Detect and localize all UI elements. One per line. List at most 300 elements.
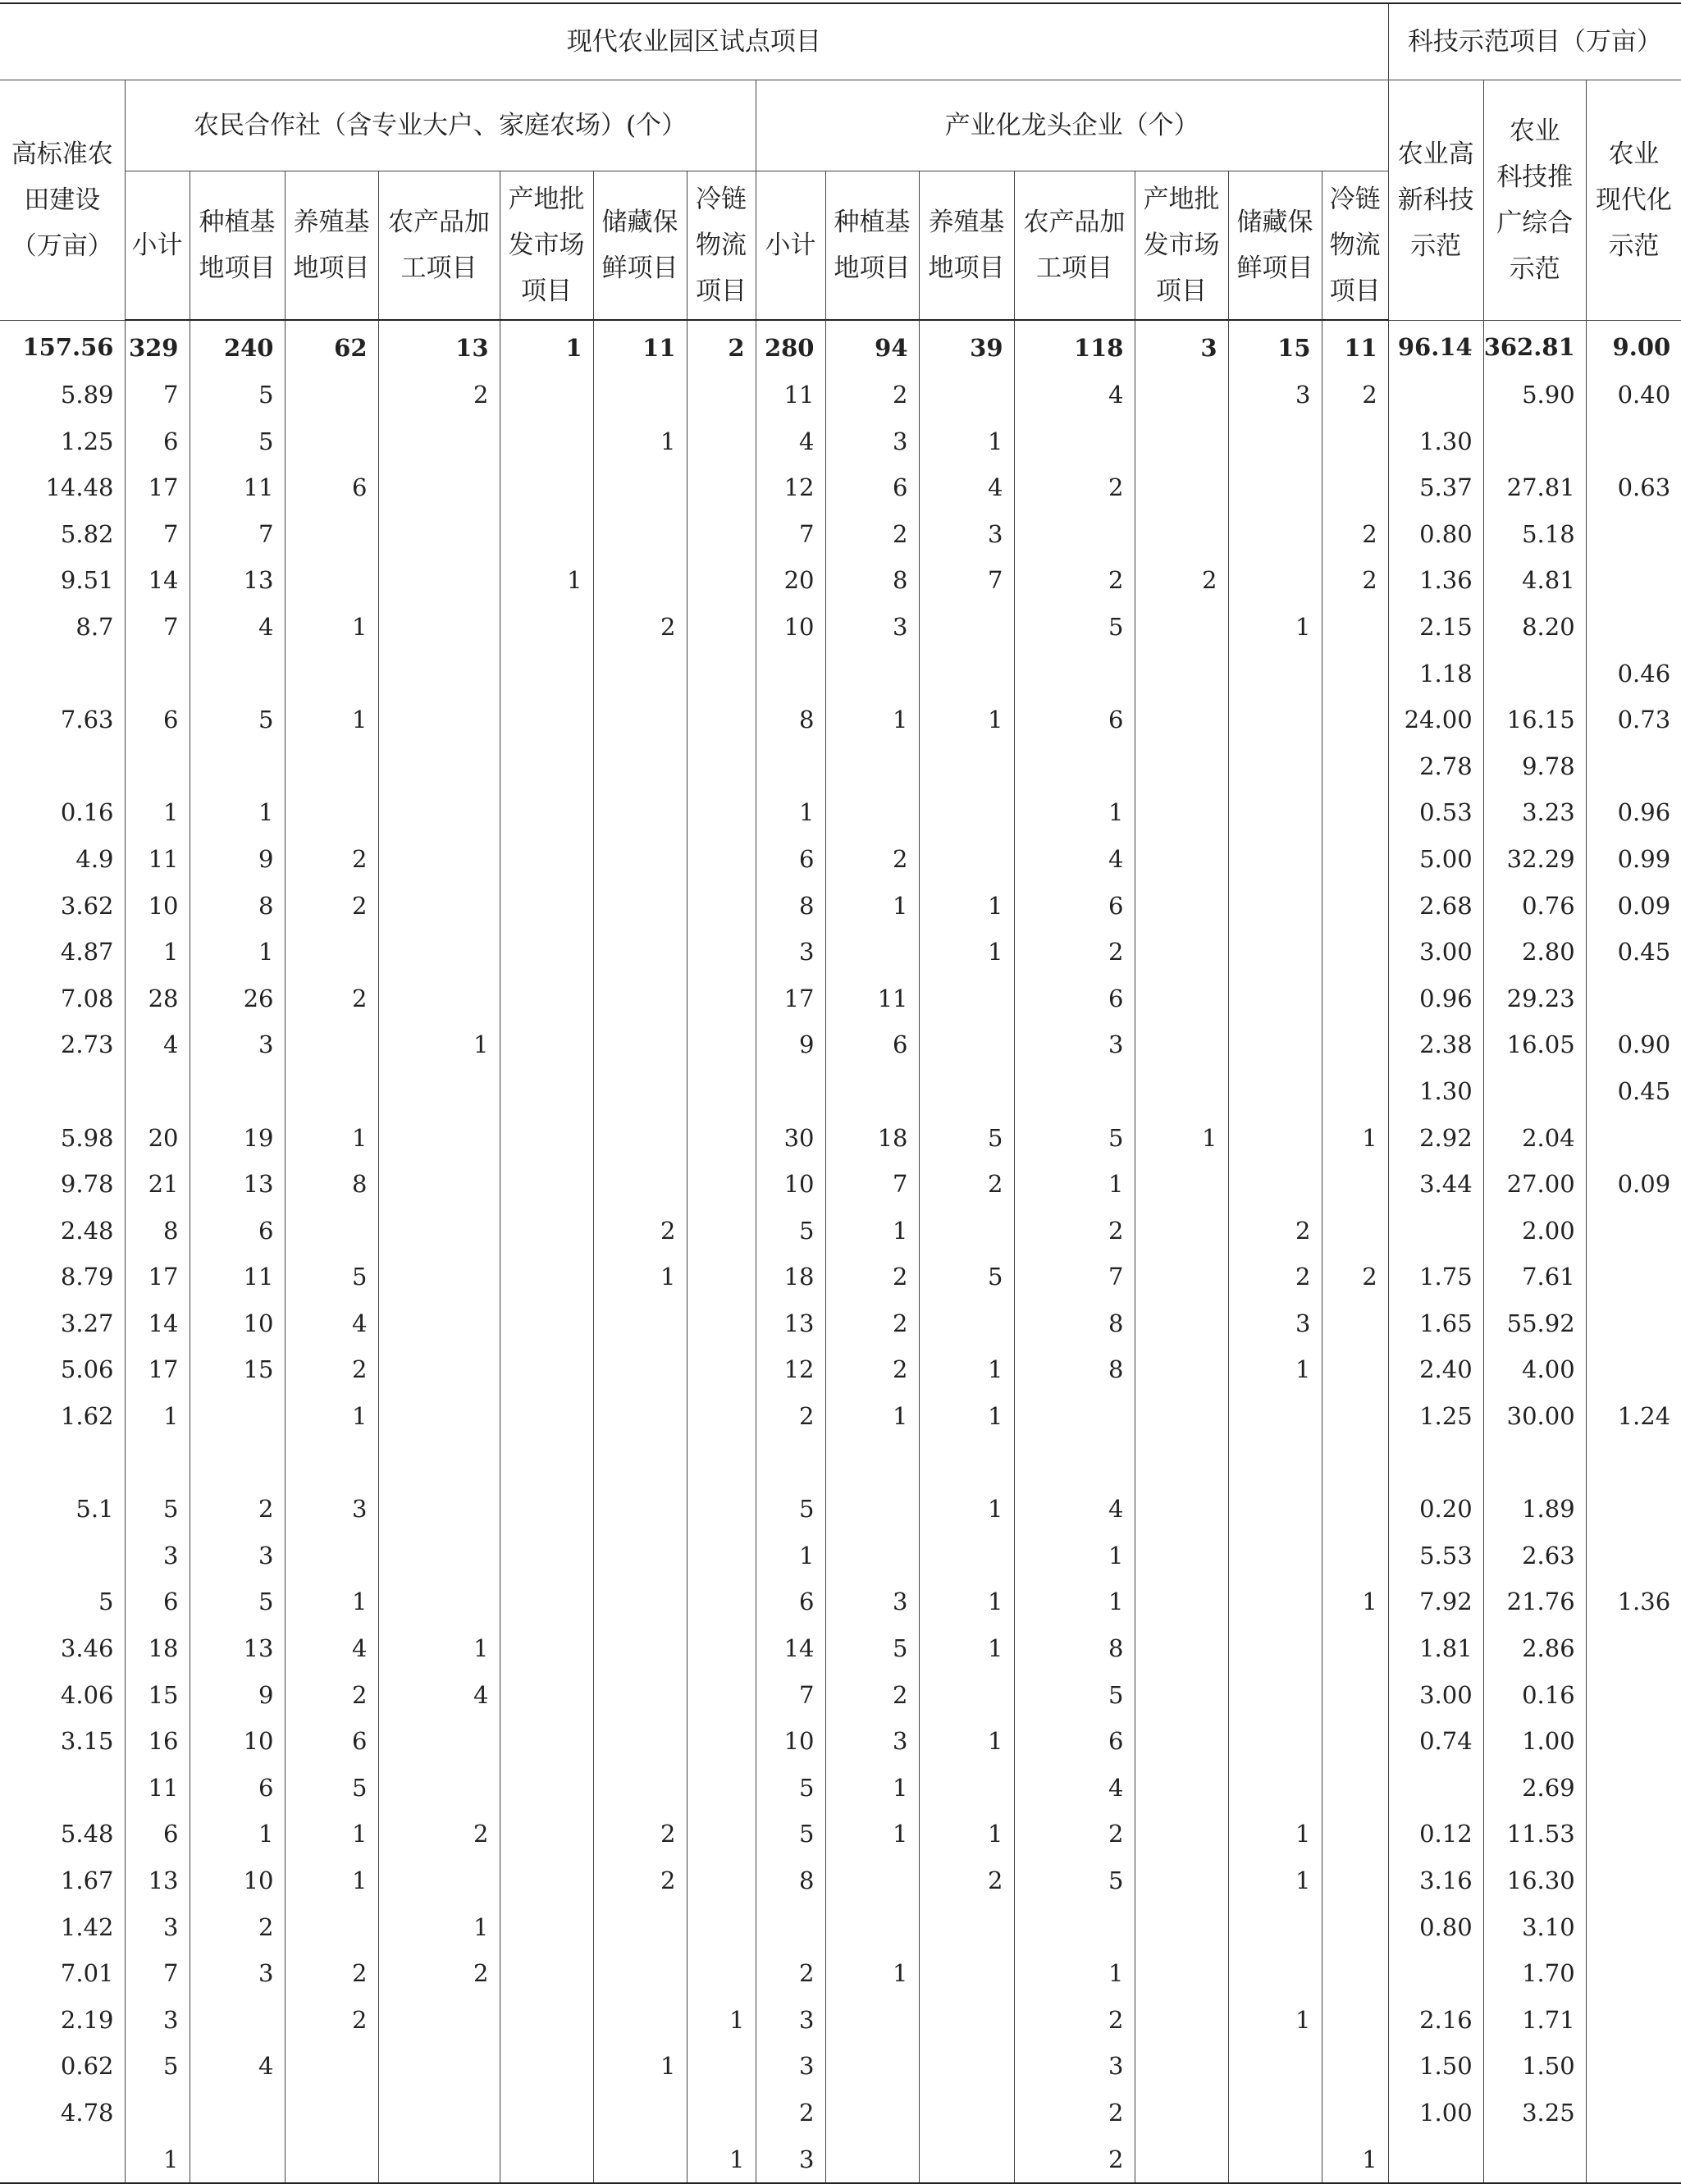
table-cell: 3 (1014, 1021, 1135, 1068)
table-cell: 15 (190, 1346, 285, 1393)
table-cell (756, 1440, 825, 1487)
table-row (0, 1115, 1681, 1162)
table-cell (378, 1068, 500, 1115)
table-cell: 15 (125, 1672, 190, 1719)
table-cell (687, 883, 756, 930)
table-cell (190, 1440, 285, 1487)
table-cell: 1.70 (1483, 1950, 1586, 1997)
table-cell: 2 (1014, 1208, 1135, 1254)
table-cell: 1 (285, 1393, 378, 1440)
table-cell: 2 (756, 1950, 825, 1997)
table-cell (593, 1718, 687, 1765)
table-cell: 8 (285, 1161, 378, 1208)
table-row (0, 418, 1681, 465)
table-cell: 2 (593, 1208, 687, 1254)
table-cell: 39 (919, 320, 1014, 372)
table-cell (1228, 557, 1322, 604)
table-cell: 4.78 (0, 2090, 125, 2136)
table-cell: 1.71 (1483, 1997, 1586, 2044)
table-cell (687, 604, 756, 651)
table-cell: 6 (756, 1579, 825, 1625)
table-cell (825, 2136, 919, 2184)
table-cell: 1 (919, 1393, 1014, 1440)
table-cell (687, 975, 756, 1022)
table-cell: 1 (919, 1579, 1014, 1625)
table-cell (825, 929, 919, 975)
table-row (0, 1857, 1681, 1904)
table-cell: 1 (919, 697, 1014, 743)
table-cell (593, 1904, 687, 1951)
table-cell: 280 (756, 320, 825, 372)
table-cell (285, 789, 378, 836)
table-cell: 3.25 (1483, 2090, 1586, 2136)
table-cell (1135, 1533, 1228, 1579)
table-cell (1586, 2090, 1681, 2136)
table-cell: 7 (825, 1161, 919, 1208)
table-cell (1322, 604, 1388, 651)
table-cell (687, 1254, 756, 1300)
table-cell (825, 789, 919, 836)
table-cell: 5.48 (0, 1811, 125, 1857)
table-cell: 21 (125, 1161, 190, 1208)
table-cell (1483, 651, 1586, 697)
table-cell: 7 (190, 511, 285, 558)
table-cell (1228, 789, 1322, 836)
table-cell: 5 (190, 697, 285, 743)
table-cell: 17 (125, 1346, 190, 1393)
table-cell: 62 (285, 320, 378, 372)
header-hitech-demo: 农业高 新科技 示范 (1388, 80, 1483, 321)
table-cell (125, 2090, 190, 2136)
table-cell (593, 372, 687, 418)
table-cell: 10 (756, 1718, 825, 1765)
table-cell (825, 1533, 919, 1579)
table-cell (500, 1718, 593, 1765)
table-cell (1135, 1857, 1228, 1904)
table-cell (378, 1161, 500, 1208)
table-cell: 2 (1014, 2090, 1135, 2136)
table-cell: 27.81 (1483, 464, 1586, 511)
table-cell (1228, 1718, 1322, 1765)
table-cell: 0.16 (0, 789, 125, 836)
table-cell: 0.53 (1388, 789, 1483, 836)
table-row (0, 1533, 1681, 1579)
header-coop-market: 产地批 发市场 项目 (500, 171, 593, 321)
table-cell (1135, 1625, 1228, 1672)
table-cell: 1 (190, 929, 285, 975)
table-cell (1322, 2090, 1388, 2136)
table-cell (687, 651, 756, 697)
table-cell (919, 372, 1014, 418)
table-cell (825, 1904, 919, 1951)
table-cell: 3 (919, 511, 1014, 558)
table-cell: 13 (125, 1857, 190, 1904)
table-cell: 4 (190, 2043, 285, 2090)
table-cell: 2.68 (1388, 883, 1483, 930)
table-cell: 19 (190, 1115, 285, 1162)
table-cell (593, 697, 687, 743)
table-cell: 6 (756, 836, 825, 883)
table-row (0, 1021, 1681, 1068)
table-cell (1135, 929, 1228, 975)
table-cell (1135, 418, 1228, 465)
table-cell: 1 (919, 1346, 1014, 1393)
table-cell: 2 (593, 604, 687, 651)
table-cell (593, 1579, 687, 1625)
table-cell (1228, 975, 1322, 1022)
table-cell (1322, 929, 1388, 975)
table-cell (593, 1300, 687, 1347)
table-cell: 2 (285, 1346, 378, 1393)
table-cell (593, 1440, 687, 1487)
table-row (0, 557, 1681, 604)
table-cell: 4.87 (0, 929, 125, 975)
table-cell (500, 929, 593, 975)
table-cell: 2 (285, 1672, 378, 1719)
table-row (0, 2043, 1681, 2090)
table-cell (1322, 651, 1388, 697)
table-cell: 3.15 (0, 1718, 125, 1765)
table-cell (825, 1997, 919, 2044)
table-cell: 0.09 (1586, 1161, 1681, 1208)
table-cell: 1 (1228, 1857, 1322, 1904)
table-cell: 5 (825, 1625, 919, 1672)
table-row (0, 1579, 1681, 1625)
table-cell (919, 789, 1014, 836)
table-cell (500, 883, 593, 930)
table-cell (378, 464, 500, 511)
table-cell: 18 (825, 1115, 919, 1162)
table-cell (378, 1765, 500, 1812)
table-cell: 2 (1322, 1254, 1388, 1300)
table-cell: 2 (919, 1161, 1014, 1208)
table-row (0, 789, 1681, 836)
table-cell (500, 1208, 593, 1254)
table-cell (1014, 1068, 1135, 1115)
table-cell: 18 (756, 1254, 825, 1300)
table-cell (593, 2136, 687, 2184)
table-cell: 3.46 (0, 1625, 125, 1672)
table-cell (1228, 929, 1322, 975)
table-cell: 4 (1014, 836, 1135, 883)
table-cell (500, 1486, 593, 1533)
table-cell (378, 1208, 500, 1254)
table-cell (687, 1021, 756, 1068)
table-row (0, 2136, 1681, 2184)
table-cell (285, 1021, 378, 1068)
table-cell (919, 1300, 1014, 1347)
table-cell: 2 (825, 1300, 919, 1347)
table-cell: 5.89 (0, 372, 125, 418)
table-cell (919, 1208, 1014, 1254)
table-cell (1135, 1718, 1228, 1765)
table-cell (687, 1625, 756, 1672)
table-cell: 1 (919, 929, 1014, 975)
table-cell (500, 651, 593, 697)
table-cell (593, 836, 687, 883)
table-cell (378, 1346, 500, 1393)
table-cell: 1.42 (0, 1904, 125, 1951)
table-cell: 2 (190, 1904, 285, 1951)
table-cell (1483, 1068, 1586, 1115)
table-cell: 4 (285, 1625, 378, 1672)
table-cell (1586, 1718, 1681, 1765)
table-cell (285, 2136, 378, 2184)
table-cell: 5 (919, 1115, 1014, 1162)
table-cell: 4 (1014, 1486, 1135, 1533)
table-cell: 3 (825, 1579, 919, 1625)
table-cell (1322, 883, 1388, 930)
table-cell: 6 (125, 418, 190, 465)
table-cell: 26 (190, 975, 285, 1022)
table-cell (1322, 743, 1388, 790)
table-cell (687, 1533, 756, 1579)
table-cell (285, 372, 378, 418)
table-cell: 11 (125, 836, 190, 883)
header-dragon-storage: 储藏保 鲜项目 (1228, 171, 1322, 321)
table-cell (1135, 1997, 1228, 2044)
table-cell (125, 743, 190, 790)
table-cell (1586, 1950, 1681, 1997)
table-cell: 2 (190, 1486, 285, 1533)
table-cell: 13 (378, 320, 500, 372)
table-cell: 13 (756, 1300, 825, 1347)
table-row-total (0, 320, 1681, 372)
table-cell: 1.30 (1388, 1068, 1483, 1115)
table-cell: 11 (190, 464, 285, 511)
table-cell: 5.00 (1388, 836, 1483, 883)
table-cell: 0.63 (1586, 464, 1681, 511)
table-cell (593, 1021, 687, 1068)
table-cell: 1.50 (1388, 2043, 1483, 2090)
table-cell: 15 (1228, 320, 1322, 372)
table-cell: 2 (1014, 929, 1135, 975)
table-row (0, 1161, 1681, 1208)
table-cell (1586, 1997, 1681, 2044)
table-cell: 5 (125, 1486, 190, 1533)
table-cell (919, 2090, 1014, 2136)
table-cell (1388, 2136, 1483, 2184)
table-cell: 8 (756, 883, 825, 930)
table-cell (1014, 1393, 1135, 1440)
table-cell (919, 1904, 1014, 1951)
table-cell (1322, 2043, 1388, 2090)
table-cell (1322, 1997, 1388, 2044)
table-cell: 1.25 (1388, 1393, 1483, 1440)
table-cell: 10 (190, 1857, 285, 1904)
table-cell (1586, 1346, 1681, 1393)
table-cell: 3 (825, 1718, 919, 1765)
table-cell: 0.20 (1388, 1486, 1483, 1533)
table-cell: 2.92 (1388, 1115, 1483, 1162)
table-cell: 5 (1014, 1672, 1135, 1719)
table-cell: 2 (1322, 372, 1388, 418)
table-cell: 3.00 (1388, 929, 1483, 975)
table-cell (1135, 1346, 1228, 1393)
table-cell: 1 (1135, 1115, 1228, 1162)
table-cell: 8.20 (1483, 604, 1586, 651)
table-cell (1135, 1950, 1228, 1997)
table-cell: 9 (756, 1021, 825, 1068)
header-dragon-subtotal: 小计 (756, 171, 825, 321)
table-cell (919, 2043, 1014, 2090)
table-cell (1135, 1161, 1228, 1208)
table-cell (593, 651, 687, 697)
table-cell (500, 697, 593, 743)
table-cell: 0.62 (0, 2043, 125, 2090)
table-cell: 1.75 (1388, 1254, 1483, 1300)
table-cell (1228, 1625, 1322, 1672)
table-cell (1322, 1765, 1388, 1812)
table-cell: 1 (125, 2136, 190, 2184)
header-promotion-demo: 农业 科技推 广综合 示范 (1483, 80, 1586, 321)
table-cell: 3 (125, 1533, 190, 1579)
table-cell (1322, 1486, 1388, 1533)
table-cell: 96.14 (1388, 320, 1483, 372)
table-cell (593, 1672, 687, 1719)
table-row (0, 1486, 1681, 1533)
table-cell (593, 929, 687, 975)
table-cell: 5 (0, 1579, 125, 1625)
table-cell: 3.10 (1483, 1904, 1586, 1951)
table-row (0, 1440, 1681, 1487)
table-cell: 16.30 (1483, 1857, 1586, 1904)
table-cell: 362.81 (1483, 320, 1586, 372)
table-cell: 1 (1228, 1997, 1322, 2044)
table-cell (500, 2090, 593, 2136)
table-cell: 1 (1228, 1811, 1322, 1857)
table-row (0, 1672, 1681, 1719)
table-cell (285, 418, 378, 465)
table-cell (378, 697, 500, 743)
table-cell (1322, 1857, 1388, 1904)
table-cell: 4 (125, 1021, 190, 1068)
table-cell (1586, 1904, 1681, 1951)
table-cell: 1.24 (1586, 1393, 1681, 1440)
table-cell: 3.62 (0, 883, 125, 930)
table-cell (1014, 1440, 1135, 1487)
table-cell (1586, 975, 1681, 1022)
table-cell: 8 (825, 557, 919, 604)
table-cell (687, 743, 756, 790)
table-cell (0, 1440, 125, 1487)
table-cell (1228, 743, 1322, 790)
table-cell (500, 789, 593, 836)
table-cell (1228, 1486, 1322, 1533)
table-cell: 17 (756, 975, 825, 1022)
table-cell (190, 2136, 285, 2184)
table-cell: 7 (919, 557, 1014, 604)
table-cell: 2 (285, 1997, 378, 2044)
table-cell (500, 511, 593, 558)
table-cell: 2 (378, 372, 500, 418)
table-cell: 6 (125, 1579, 190, 1625)
table-cell (687, 2090, 756, 2136)
table-cell: 5 (756, 1208, 825, 1254)
table-cell (687, 372, 756, 418)
table-cell: 2 (378, 1950, 500, 1997)
table-cell (500, 1393, 593, 1440)
table-cell: 0.96 (1388, 975, 1483, 1022)
table-cell: 11 (1322, 320, 1388, 372)
table-cell: 17 (125, 464, 190, 511)
table-cell (1322, 1161, 1388, 1208)
header-dragon-planting: 种植基 地项目 (825, 171, 919, 321)
table-cell (593, 1486, 687, 1533)
table-cell: 30 (756, 1115, 825, 1162)
table-cell: 2.69 (1483, 1765, 1586, 1812)
table-cell (1135, 836, 1228, 883)
table-cell (1586, 1811, 1681, 1857)
table-cell (1322, 1533, 1388, 1579)
table-row (0, 1254, 1681, 1300)
table-cell: 12 (756, 1346, 825, 1393)
table-cell: 2.40 (1388, 1346, 1483, 1393)
table-cell: 2 (1014, 464, 1135, 511)
table-cell: 7.63 (0, 697, 125, 743)
table-cell: 3 (756, 2136, 825, 2184)
table-cell (756, 1068, 825, 1115)
table-cell (593, 1393, 687, 1440)
table-cell: 2.48 (0, 1208, 125, 1254)
table-cell (1014, 743, 1135, 790)
table-cell: 2 (825, 836, 919, 883)
table-cell: 7 (125, 372, 190, 418)
table-cell: 12 (756, 464, 825, 511)
table-cell: 5 (756, 1811, 825, 1857)
table-cell: 1 (919, 1718, 1014, 1765)
table-cell: 3 (756, 929, 825, 975)
table-cell (285, 743, 378, 790)
table-cell: 3.44 (1388, 1161, 1483, 1208)
table-cell (1135, 1765, 1228, 1812)
table-cell: 5.18 (1483, 511, 1586, 558)
table-cell: 0.45 (1586, 1068, 1681, 1115)
table-cell (1322, 975, 1388, 1022)
table-cell: 2.16 (1388, 1997, 1483, 2044)
table-cell: 2 (1014, 2136, 1135, 2184)
table-cell (1586, 1486, 1681, 1533)
table-cell (1228, 418, 1322, 465)
table-cell: 5 (756, 1765, 825, 1812)
table-cell: 5.37 (1388, 464, 1483, 511)
table-cell (1322, 1950, 1388, 1997)
table-cell (919, 1533, 1014, 1579)
table-cell: 2 (1014, 1811, 1135, 1857)
table-cell: 3 (1228, 1300, 1322, 1347)
header-coop-planting: 种植基 地项目 (190, 171, 285, 321)
table-cell: 9.78 (1483, 743, 1586, 790)
table-cell (1586, 1765, 1681, 1812)
table-cell (1388, 1440, 1483, 1487)
table-cell: 1 (756, 789, 825, 836)
table-cell: 13 (190, 1625, 285, 1672)
table-cell: 2 (1228, 1208, 1322, 1254)
table-cell: 21.76 (1483, 1579, 1586, 1625)
table-cell (1483, 418, 1586, 465)
table-cell (378, 1718, 500, 1765)
table-row (0, 511, 1681, 558)
table-cell: 1.62 (0, 1393, 125, 1440)
table-cell: 6 (1014, 1718, 1135, 1765)
table-cell (378, 651, 500, 697)
table-cell (687, 1765, 756, 1812)
table-cell (378, 1533, 500, 1579)
table-cell (1586, 1625, 1681, 1672)
table-cell: 6 (1014, 697, 1135, 743)
table-cell: 2 (1322, 511, 1388, 558)
table-cell: 11 (125, 1765, 190, 1812)
